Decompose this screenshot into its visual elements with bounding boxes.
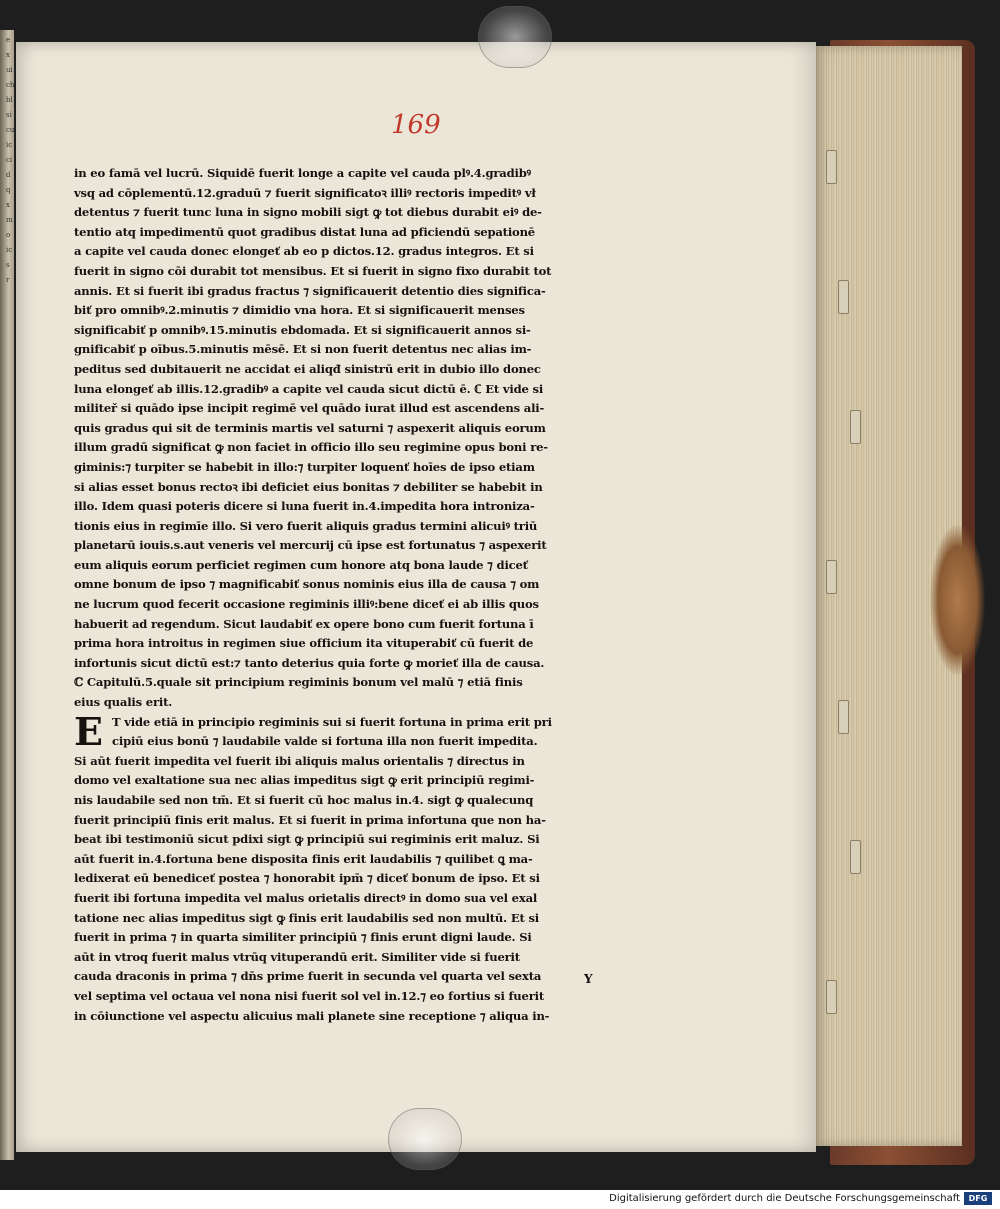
text-line: Si aūt fuerit impedita vel fuerit ibi aliquis malus orientalis ⁊ directus in	[74, 753, 525, 768]
bookmark-tab	[850, 840, 861, 874]
left-page-fragment: m	[6, 216, 13, 224]
bookmark-tab	[838, 280, 849, 314]
text-line: biť pro omnibꝰ.2.minutis ⁊ dimidio vna hora. Et si significauerit menses	[74, 303, 525, 318]
text-line: tentio atq impedimentū quot gradibus distat luna ad pficiendū sepationē	[74, 224, 535, 239]
heading-line: ℂ Capitulū.5.quale sit principium regiminis bonum vel malū ⁊ etiā finis	[74, 675, 523, 690]
text-line: omne bonum de ipso ⁊ magnificabiť sonus nominis eius illa de causa ⁊ om	[74, 577, 540, 592]
text-line: fuerit in signo cōi durabit tot mensibus. Et si fuerit in signo fixo durabit tot	[74, 263, 552, 278]
text-line: in cōiunctione vel aspectu alicuius mali planete sine receptione ⁊ aliqua in-	[74, 1008, 550, 1023]
page-clip-bottom	[388, 1108, 462, 1170]
drop-initial: E	[74, 708, 103, 754]
text-line: significabiť p omnibꝰ.15.minutis ebdomada. Et si significauerit annos si-	[74, 322, 531, 337]
left-page-fragment: o	[6, 231, 11, 239]
left-page-fragment: ch	[6, 81, 14, 89]
text-line: cipiū eius bonū ⁊ laudabile valde si fortuna illa non fuerit impedita.	[112, 734, 538, 749]
left-page-fragment: r	[6, 276, 10, 284]
text-block	[74, 164, 634, 1026]
text-line: habuerit ad regendum. Sicut laudabiť ex opere bono cum fuerit fortuna ī	[74, 616, 534, 631]
left-page-fragment: x	[6, 201, 10, 209]
left-page-fragment: ic	[6, 246, 13, 254]
left-page-fragment: e	[6, 36, 11, 44]
left-page-fragment: ci	[6, 156, 13, 164]
text-line: annis. Et si fuerit ibi gradus fractus ⁊ significauerit detentio dies significa-	[74, 283, 546, 298]
text-line: detentus ⁊ fuerit tunc luna in signo mobili sigt ꝙ tot diebus durabit eiꝰ de-	[74, 205, 542, 220]
initial-lines	[74, 708, 634, 754]
left-page-fragment: q	[6, 186, 11, 194]
text-line: fuerit in prima ⁊ in quarta similiter principiū ⁊ finis erunt digni laude. Si	[74, 930, 532, 945]
text-line: planetarū iouis.s.aut veneris vel mercurij cū ipse est fortunatus ⁊ aspexerit	[74, 538, 547, 553]
bookmark-tab	[826, 980, 837, 1014]
text-line: in eo famā vel lucrū. Siquidē fuerit longe a capite vel cauda plꝰ.4.gradibꝰ	[74, 166, 531, 180]
text-line: fuerit ibi fortuna impedita vel malus orietalis directꝰ in domo sua vel exal	[74, 890, 538, 905]
left-page-fragment: d	[6, 171, 11, 179]
heading-line: eius qualis erit.	[74, 695, 173, 710]
left-page-fragment: x	[6, 51, 10, 59]
text-line: beat ibi testimoniū sicut pdixi sigt ꝙ principiū sui regiminis erit maluz. Si	[74, 832, 540, 847]
text-line: peditus sed dubitauerit ne accidat ei aliqđ sinistrū erit in dubio illo donec	[74, 361, 541, 376]
text-line: nis laudabile sed non tm̄. Et si fuerit cū hoc malus in.4. sigt ꝙ qualecunq	[74, 793, 534, 807]
text-line: illum gradū significat ꝙ non faciet in officio illo seu regimine opus boni re-	[74, 440, 548, 455]
text-line: illo. Idem quasi poteris dicere si luna fuerit in.4.impedita hora introniza-	[74, 499, 535, 514]
bookmark-tab	[826, 560, 837, 594]
bookmark-tab	[850, 410, 861, 444]
left-page-fragment: s	[6, 261, 10, 269]
page-clip-top	[478, 6, 552, 68]
left-page-fragment: bl	[6, 96, 13, 104]
text-line: prima hora introitus in regimen siue officium ita vituperabiť cū fuerit de	[74, 636, 534, 651]
left-page-edge	[0, 30, 14, 1160]
book-clasp	[930, 525, 985, 675]
left-page-fragment: ui	[6, 66, 13, 74]
text-line: tatione nec alias impeditus sigt ꝙ finis erit laudabilis sed non multū. Et si	[74, 910, 539, 925]
left-page-fragment: cu	[6, 126, 14, 134]
book-page	[16, 42, 816, 1152]
text-line: fuerit principiū finis erit malus. Et si fuerit in prima infortuna que non ha-	[74, 812, 546, 827]
text-line: quis gradus qui sit de terminis martis vel saturni ⁊ aspexerit aliquis eorum	[74, 420, 546, 435]
initial-paragraph	[74, 708, 634, 754]
text-line: infortunis sicut dictū est:⁊ tanto deterius quia forte ꝙ morieť illa de causa.	[74, 655, 545, 670]
text-line: aūt fuerit in.4.fortuna bene disposita finis erit laudabilis ⁊ quilibet ꝗ ma-	[74, 851, 533, 866]
text-line: a capite vel cauda donec elongeť ab eo p dictos.12. gradus integros. Et si	[74, 244, 534, 259]
text-line: T vide etiā in principio regiminis sui si fuerit fortuna in prima erit pri	[112, 714, 552, 729]
bookmark-tab	[838, 700, 849, 734]
text-line: ledixerat eū benediceť postea ⁊ honorabit ipm̄ ⁊ diceť bonum de ipso. Et si	[74, 871, 540, 886]
paragraph-after-initial	[74, 752, 634, 1026]
text-line: vsq ad cōplementū.12.graduū ⁊ fuerit significatoꝛ illiꝰ rectoris impeditꝰ vł	[74, 185, 536, 200]
text-line: gnificabiť p oībus.5.minutis mēsē. Et si non fuerit detentus nec alias im-	[74, 342, 532, 357]
paragraph-before-chapter	[74, 164, 634, 673]
text-line: eum aliquis eorum perficiet regimen cum honore atq bona laude ⁊ diceť	[74, 557, 528, 572]
text-line: tionis eius in regimīe illo. Si vero fuerit aliquis gradus termini alicuiꝰ triū	[74, 518, 538, 533]
text-line: aūt in vtroq fuerit malus vtrūq vituperandū erit. Similiter vide si fuerit	[74, 949, 520, 964]
text-line: si alias esset bonus rectoꝛ ibi deficiet eius bonitas ⁊ debiliter se habebit in	[74, 479, 543, 494]
text-line: militeř si quādo ipse incipit regimē vel quādo iurat illud est ascendens ali-	[74, 401, 545, 416]
text-line: luna elongeť ab illis.12.gradibꝰ a capite vel cauda sicut dictū ē. ℂ Et vide si	[74, 381, 544, 396]
text-line: domo vel exaltatione sua nec alias impeditus sigt ꝙ erit principiū regimi-	[74, 773, 535, 788]
dfg-logo: DFG	[964, 1192, 992, 1205]
footer-bar	[0, 1190, 1000, 1209]
left-page-fragment: ic	[6, 141, 13, 149]
text-line: giminis:⁊ turpiter se habebit in illo:⁊ turpiter loquenť hoīes de ipso etiam	[74, 459, 535, 474]
footer-credit: Digitalisierung gefördert durch die Deutsche Forschungsgemeinschaft	[609, 1193, 960, 1204]
text-line: cauda draconis in prima ⁊ dn̄s prime fuerit in secunda vel quarta vel sexta	[74, 969, 542, 984]
text-line: ne lucrum quod fecerit occasione regiminis illiꝰ:bene diceť ei ab illis quos	[74, 597, 539, 612]
signature-mark: Y	[584, 972, 593, 986]
chapter-heading	[74, 673, 634, 712]
folio-number: 169	[391, 110, 441, 140]
left-page-fragment: si	[6, 111, 12, 119]
bookmark-tab	[826, 150, 837, 184]
text-line: vel septima vel octaua vel nona nisi fuerit sol vel in.12.⁊ eo fortius si fuerit	[74, 988, 544, 1003]
